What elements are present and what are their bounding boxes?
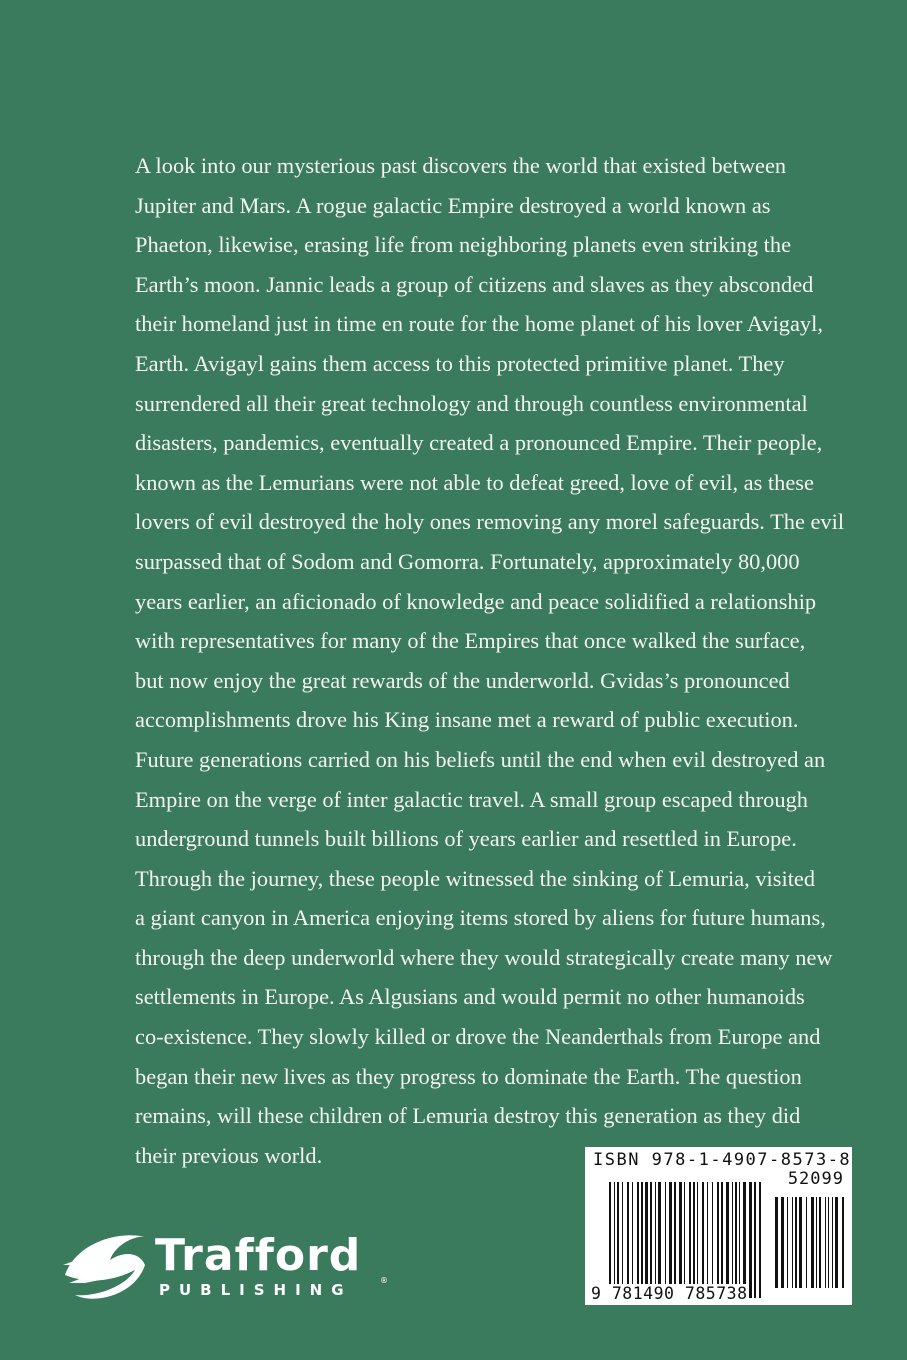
ean-digits: 9 781490 785738 <box>591 1284 748 1303</box>
blurb-line: co-existence. They slowly killed or drove the Neanderthals from Europe and <box>135 1024 821 1050</box>
blurb-line: known as the Lemurians were not able to defeat greed, love of evil, as these <box>135 469 814 495</box>
barcode-bar <box>754 1182 756 1298</box>
blurb-line: settlements in Europe. As Algusians and would permit no other humanoids <box>135 984 805 1010</box>
blurb-line: Phaeton, likewise, erasing life from neighboring planets even striking the <box>135 232 792 258</box>
barcode-bar <box>811 1197 814 1288</box>
barcode-bar <box>739 1182 740 1298</box>
barcode-bar <box>650 1182 652 1298</box>
barcode-bar <box>743 1182 746 1298</box>
barcode-bar <box>622 1182 623 1298</box>
barcode-bar <box>655 1182 656 1298</box>
isbn-label: ISBN 978-1-4907-8573-8 <box>593 1150 852 1170</box>
back-cover-blurb <box>135 146 855 1175</box>
barcode-bar <box>641 1182 643 1298</box>
barcode-bar <box>828 1197 829 1288</box>
barcode-bar <box>775 1197 778 1288</box>
blurb-line: remains, will these children of Lemuria destroy this generation as they did <box>135 1103 801 1129</box>
blurb-line: lovers of evil destroyed the holy ones removing any morel safeguards. The evil <box>135 509 845 535</box>
blurb-line: years earlier, an aficionado of knowledge and peace solidified a relationship <box>135 588 817 614</box>
blurb-line: a giant canyon in America enjoying items stored by aliens for future humans, <box>135 905 826 931</box>
barcode-bar <box>806 1197 807 1288</box>
svg-text:®: ® <box>380 1276 388 1285</box>
blurb-line: Earth. Avigayl gains them access to this protected primitive planet. They <box>135 350 785 376</box>
publisher-subtitle: PUBLISHING <box>159 1281 353 1299</box>
barcode-bar <box>795 1197 797 1288</box>
barcode-bar <box>693 1182 695 1298</box>
blurb-line: Through the journey, these people witnessed the sinking of Lemuria, visited <box>135 865 816 891</box>
barcode-bar <box>689 1182 691 1298</box>
barcode-main-bars <box>609 1182 761 1298</box>
barcode-bar <box>792 1197 793 1288</box>
barcode-bar <box>816 1197 817 1288</box>
blurb-line: Jupiter and Mars. A rogue galactic Empire destroyed a world known as <box>135 192 771 218</box>
barcode-bar <box>726 1182 729 1298</box>
blurb-line: A look into our mysterious past discovers the world that existed between <box>135 153 787 178</box>
blurb-line: Future generations carried on his beliefs until the end when evil destroyed an <box>135 746 826 772</box>
blurb-line: with representatives for many of the Empires that once walked the surface, <box>135 628 806 654</box>
publisher-logo <box>55 1225 405 1305</box>
barcode-bar <box>842 1197 844 1288</box>
blurb-line: but now enjoy the great rewards of the underworld. Gvidas’s pronounced <box>135 667 790 693</box>
blurb-line: surrendered all their great technology and through countless environmental <box>135 390 808 416</box>
barcode-bar <box>684 1182 685 1298</box>
isbn-barcode <box>585 1147 852 1305</box>
barcode-bar <box>787 1197 788 1288</box>
barcode-bar <box>825 1197 826 1288</box>
barcode-bar <box>679 1182 682 1298</box>
barcode-bar <box>732 1182 733 1298</box>
barcode-bar <box>632 1182 633 1298</box>
blurb-line: disasters, pandemics, eventually created a pronounced Empire. Their people, <box>135 430 823 456</box>
blurb-line: their previous world. <box>135 1142 323 1168</box>
barcode-bar <box>702 1182 704 1298</box>
barcode-bar <box>749 1182 752 1298</box>
blurb-line: underground tunnels built billions of years earlier and resettled in Europe. <box>135 826 797 852</box>
barcode-bar <box>759 1182 761 1298</box>
barcode-bar <box>637 1182 639 1298</box>
barcode-bar <box>707 1182 708 1298</box>
trafford-wave-icon <box>55 1225 405 1305</box>
blurb-line: began their new lives as they progress to dominate the Earth. The question <box>135 1063 802 1089</box>
barcode-bar <box>665 1182 666 1298</box>
blurb-line: surpassed that of Sodom and Gomorra. Fortunately, approximately 80,000 <box>135 548 800 574</box>
barcode-bar <box>832 1197 833 1288</box>
publisher-name: Trafford <box>155 1230 362 1281</box>
barcode-bar <box>735 1182 737 1298</box>
blurb-line: accomplishments drove his King insane met a reward of public execution. <box>135 707 799 733</box>
barcode-bar <box>781 1197 784 1288</box>
barcode-bar <box>697 1182 698 1298</box>
barcode-bar <box>617 1182 619 1298</box>
barcode-bar <box>627 1182 629 1298</box>
barcode-bar <box>658 1182 661 1298</box>
barcode-bar <box>799 1197 802 1288</box>
barcode-bar <box>609 1182 611 1298</box>
blurb-line: Empire on the verge of inter galactic travel. A small group escaped through <box>135 786 808 812</box>
barcode-bar <box>717 1182 719 1298</box>
barcode-bar <box>645 1182 648 1298</box>
barcode-addon-bars <box>775 1197 847 1288</box>
barcode-bar <box>835 1197 838 1288</box>
barcode-bar <box>614 1182 615 1298</box>
barcode-bar <box>819 1197 821 1288</box>
barcode-bar <box>721 1182 723 1298</box>
blurb-line: their homeland just in time en route for the home planet of his lover Avigayl, <box>135 311 823 337</box>
blurb-line: through the deep underworld where they would strategically create many new <box>135 944 833 970</box>
barcode-bar <box>674 1182 676 1298</box>
barcode-bar <box>669 1182 672 1298</box>
price-code: 52099 <box>787 1169 844 1189</box>
blurb-line: Earth’s moon. Jannic leads a group of citizens and slaves as they absconded <box>135 271 814 297</box>
barcode-bar <box>712 1182 713 1298</box>
